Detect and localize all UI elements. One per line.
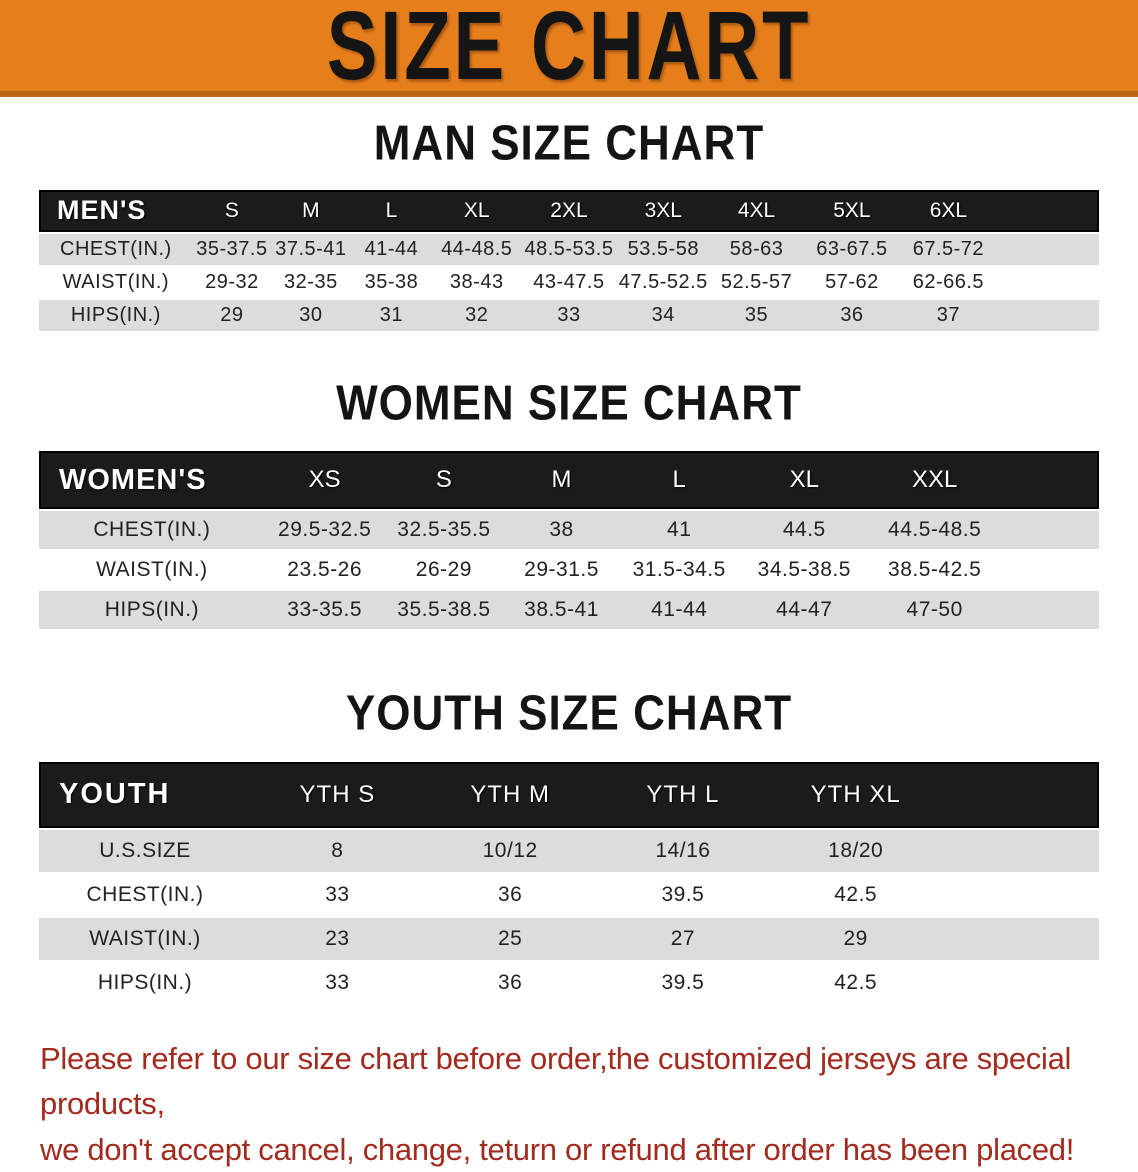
row-label-cell: CHEST(IN.) — [39, 234, 193, 265]
size-value-cell: 31 — [351, 300, 433, 331]
man-size-chart-heading: MAN SIZE CHART — [373, 115, 765, 171]
column-header-cell: 6XL — [901, 190, 996, 232]
size-value-cell: 44-47 — [739, 591, 870, 629]
youth-size-table — [39, 760, 1099, 1006]
size-value-cell: 52.5-57 — [710, 267, 803, 298]
size-value-cell: 44-48.5 — [432, 234, 521, 265]
size-value-cell: 35.5-38.5 — [385, 591, 504, 629]
size-value-cell: 33 — [251, 874, 424, 916]
table-row — [39, 511, 1099, 549]
size-value-cell: 38.5-41 — [503, 591, 620, 629]
size-value-cell: 14/16 — [597, 830, 770, 872]
column-header-cell: YTH XL — [769, 762, 942, 828]
filler-cell — [942, 962, 1099, 1004]
size-value-cell: 23 — [251, 918, 424, 960]
size-value-cell: 35 — [710, 300, 803, 331]
size-value-cell: 8 — [251, 830, 424, 872]
table-row — [39, 918, 1099, 960]
size-chart-title: SIZE CHART — [326, 0, 812, 100]
filler-cell — [942, 918, 1099, 960]
row-label-cell: WAIST(IN.) — [39, 551, 265, 589]
column-header-cell: XL — [739, 451, 870, 509]
size-value-cell: 43-47.5 — [521, 267, 616, 298]
size-value-cell: 27 — [597, 918, 770, 960]
column-header-cell: 3XL — [617, 190, 710, 232]
man-size-section — [0, 115, 1138, 333]
table-header-row — [39, 451, 1099, 509]
size-value-cell: 57-62 — [803, 267, 901, 298]
table-row — [39, 962, 1099, 1004]
size-value-cell: 32.5-35.5 — [385, 511, 504, 549]
size-policy-note — [40, 1036, 1138, 1172]
column-header-cell: 2XL — [521, 190, 616, 232]
size-value-cell: 48.5-53.5 — [521, 234, 616, 265]
column-header-cell: XL — [432, 190, 521, 232]
size-value-cell: 37.5-41 — [271, 234, 351, 265]
policy-line-2: we don't accept cancel, change, teturn or refund after order has been placed! — [40, 1131, 1075, 1167]
filler-cell — [942, 830, 1099, 872]
filler-cell — [996, 267, 1099, 298]
size-table — [39, 188, 1099, 333]
size-value-cell: 32-35 — [271, 267, 351, 298]
size-value-cell: 10/12 — [424, 830, 597, 872]
size-value-cell: 67.5-72 — [901, 234, 996, 265]
size-value-cell: 47.5-52.5 — [617, 267, 710, 298]
size-value-cell: 29.5-32.5 — [265, 511, 385, 549]
column-header-cell: YTH L — [597, 762, 770, 828]
column-header-cell: S — [193, 190, 271, 232]
filler-cell — [999, 591, 1099, 629]
policy-line-1: Please refer to our size chart before order,the customized jerseys are special products, — [40, 1040, 1072, 1122]
table-row — [39, 830, 1099, 872]
size-value-cell: 35-37.5 — [193, 234, 271, 265]
table-header-row — [39, 190, 1099, 232]
size-value-cell: 33 — [251, 962, 424, 1004]
size-value-cell: 36 — [424, 962, 597, 1004]
column-header-cell: 5XL — [803, 190, 901, 232]
size-value-cell: 33-35.5 — [265, 591, 385, 629]
size-value-cell: 29-31.5 — [503, 551, 620, 589]
size-chart-banner — [0, 0, 1138, 100]
size-value-cell: 38-43 — [432, 267, 521, 298]
column-header-cell: L — [620, 451, 739, 509]
size-value-cell: 26-29 — [385, 551, 504, 589]
column-header-cell: XXL — [870, 451, 999, 509]
youth-size-chart-heading: YOUTH SIZE CHART — [345, 686, 793, 742]
size-value-cell: 32 — [432, 300, 521, 331]
size-value-cell: 47-50 — [870, 591, 999, 629]
size-value-cell: 58-63 — [710, 234, 803, 265]
size-value-cell: 62-66.5 — [901, 267, 996, 298]
size-value-cell: 41-44 — [351, 234, 433, 265]
size-value-cell: 36 — [424, 874, 597, 916]
row-label-cell: CHEST(IN.) — [39, 874, 251, 916]
size-value-cell: 39.5 — [597, 874, 770, 916]
row-label-cell: HIPS(IN.) — [39, 962, 251, 1004]
size-table — [39, 449, 1099, 631]
size-value-cell: 42.5 — [769, 874, 942, 916]
size-value-cell: 42.5 — [769, 962, 942, 1004]
women-size-section — [0, 375, 1138, 632]
column-header-cell: 4XL — [710, 190, 803, 232]
filler-cell — [996, 300, 1099, 331]
size-value-cell: 38 — [503, 511, 620, 549]
size-value-cell: 44.5-48.5 — [870, 511, 999, 549]
youth-size-section — [0, 686, 1138, 1006]
filler-cell — [999, 451, 1099, 509]
size-value-cell: 35-38 — [351, 267, 433, 298]
table-row — [39, 874, 1099, 916]
row-label-cell: HIPS(IN.) — [39, 591, 265, 629]
table-row — [39, 300, 1099, 331]
filler-cell — [999, 511, 1099, 549]
size-value-cell: 37 — [901, 300, 996, 331]
size-value-cell: 63-67.5 — [803, 234, 901, 265]
womens-size-table — [39, 449, 1099, 631]
table-row — [39, 591, 1099, 629]
filler-cell — [942, 874, 1099, 916]
filler-cell — [999, 551, 1099, 589]
row-label-cell: WAIST(IN.) — [39, 918, 251, 960]
size-value-cell: 29 — [193, 300, 271, 331]
row-label-cell: U.S.SIZE — [39, 830, 251, 872]
size-value-cell: 23.5-26 — [265, 551, 385, 589]
size-value-cell: 18/20 — [769, 830, 942, 872]
size-value-cell: 36 — [803, 300, 901, 331]
row-label-cell: HIPS(IN.) — [39, 300, 193, 331]
size-table — [39, 760, 1099, 1006]
column-header-cell: YTH S — [251, 762, 424, 828]
row-label-cell: CHEST(IN.) — [39, 511, 265, 549]
filler-cell — [942, 762, 1099, 828]
table-row — [39, 551, 1099, 589]
size-value-cell: 34.5-38.5 — [739, 551, 870, 589]
size-value-cell: 25 — [424, 918, 597, 960]
table-header-row — [39, 762, 1099, 828]
mens-size-table — [39, 188, 1099, 333]
column-header-cell: YTH M — [424, 762, 597, 828]
table-group-label: WOMEN'S — [39, 451, 265, 509]
column-header-cell: XS — [265, 451, 385, 509]
women-size-chart-heading: WOMEN SIZE CHART — [336, 375, 802, 431]
size-value-cell: 31.5-34.5 — [620, 551, 739, 589]
size-value-cell: 38.5-42.5 — [870, 551, 999, 589]
table-group-label: YOUTH — [39, 762, 251, 828]
table-row — [39, 267, 1099, 298]
size-value-cell: 29-32 — [193, 267, 271, 298]
size-value-cell: 41 — [620, 511, 739, 549]
column-header-cell: S — [385, 451, 504, 509]
row-label-cell: WAIST(IN.) — [39, 267, 193, 298]
size-value-cell: 33 — [521, 300, 616, 331]
column-header-cell: M — [503, 451, 620, 509]
size-value-cell: 53.5-58 — [617, 234, 710, 265]
filler-cell — [996, 190, 1099, 232]
size-value-cell: 29 — [769, 918, 942, 960]
table-row — [39, 234, 1099, 265]
filler-cell — [996, 234, 1099, 265]
size-value-cell: 30 — [271, 300, 351, 331]
size-value-cell: 39.5 — [597, 962, 770, 1004]
column-header-cell: M — [271, 190, 351, 232]
column-header-cell: L — [351, 190, 433, 232]
size-value-cell: 44.5 — [739, 511, 870, 549]
size-value-cell: 41-44 — [620, 591, 739, 629]
table-group-label: MEN'S — [39, 190, 193, 232]
size-value-cell: 34 — [617, 300, 710, 331]
